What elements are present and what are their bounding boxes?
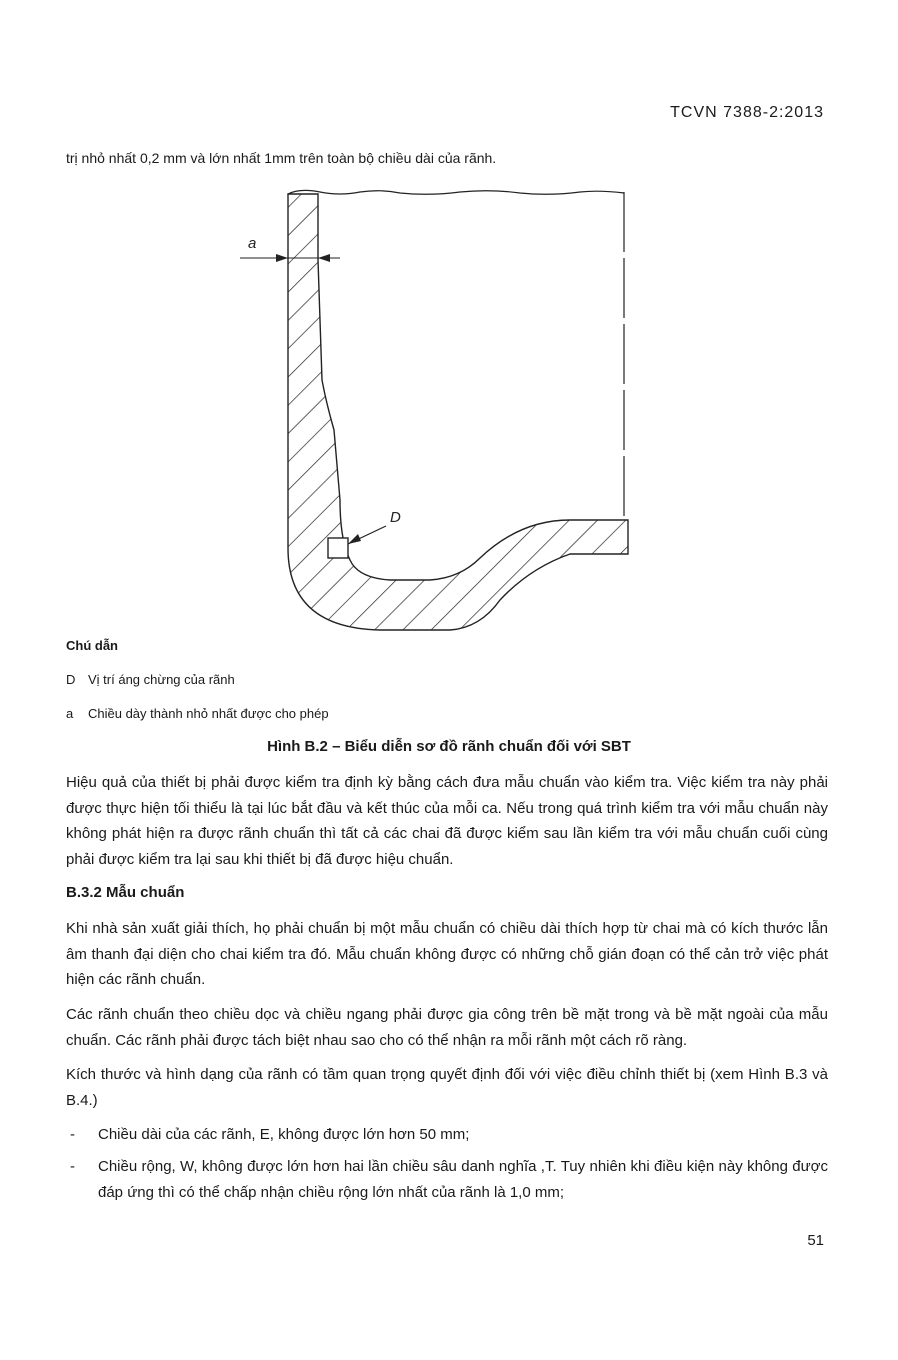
- paragraph-groove-dimensions: Kích thước và hình dạng của rãnh có tầm quan trọng quyết định đối với việc điều chỉnh thiết bị (xem Hình B.3 và B.4.): [66, 1066, 828, 1109]
- legend-text: Chiều dày thành nhỏ nhất được cho phép: [88, 706, 329, 721]
- intro-line: trị nhỏ nhất 0,2 mm và lớn nhất 1mm trên toàn bộ chiều dài của rãnh.: [66, 150, 497, 166]
- legend-item-d: [66, 672, 235, 687]
- legend-key: D: [66, 672, 76, 687]
- figure-caption: Hình B.2 – Biểu diễn sơ đồ rãnh chuẩn đối với SBT: [267, 738, 631, 755]
- section-heading: B.3.2 Mẫu chuẩn: [66, 884, 185, 901]
- paragraph-reference-sample: Khi nhà sản xuất giải thích, họ phải chuẩn bị một mẫu chuẩn có chiều dài thích hợp từ chai mà có kích thước lẫn âm thanh đại diện cho chai kiểm tra đó. Mẫu chuẩn không được có những chỗ gián đoạn có thể cản trở việc phát hiện các rãnh chuẩn.: [66, 920, 828, 988]
- bullet-dash: -: [70, 1158, 75, 1175]
- bullet-text: Chiều rộng, W, không được lớn hơn hai lần chiều sâu danh nghĩa ,T. Tuy nhiên khi điều kiện này không được đáp ứng thì có thể chấp nhận chiều rộng lớn nhất của rãnh là 1,0 mm;: [98, 1158, 828, 1201]
- label-d: D: [390, 509, 401, 526]
- groove-diagram: [230, 180, 650, 640]
- dimension-arrow-left: [276, 254, 288, 262]
- bullet-item-width: [66, 1154, 828, 1206]
- legend-key: a: [66, 706, 74, 721]
- bullet-text: Chiều dài của các rãnh, E, không được lớn hơn 50 mm;: [98, 1126, 470, 1143]
- paragraph-reference-grooves: Các rãnh chuẩn theo chiều dọc và chiều ngang phải được gia công trên bề mặt trong và bề mặt ngoài của mẫu chuẩn. Các rãnh phải được tách biệt nhau sao cho có thể nhận ra mỗi rãnh một cách rõ ràng.: [66, 1006, 828, 1049]
- legend-text: Vị trí áng chừng của rãnh: [88, 672, 235, 687]
- label-a: a: [248, 235, 257, 252]
- legend-title: Chú dẫn: [66, 638, 118, 653]
- hatched-wall-section: [288, 194, 628, 630]
- dimension-arrow-right: [318, 254, 330, 262]
- paragraph-verification: Hiệu quả của thiết bị phải được kiểm tra định kỳ bằng cách đưa mẫu chuẩn vào kiểm tra. Việc kiểm tra này phải được thực hiện tối thiểu là tại lúc bắt đầu và kết thúc của mỗi ca. Nếu trong quá trình kiểm tra với mẫu chuẩn này không phát hiện ra được rãnh chuẩn thì tất cả các chai đã được kiểm sau lần kiểm tra với mẫu chuẩn cuối cùng phải được kiểm tra lại sau khi thiết bị đã được hiệu chuẩn.: [66, 774, 828, 868]
- page-number: 51: [807, 1232, 824, 1249]
- bullet-item-length: [66, 1122, 828, 1148]
- groove-marker-box: [328, 538, 348, 558]
- frame-top-edge: [288, 190, 624, 194]
- bullet-dash: -: [70, 1126, 75, 1143]
- legend-item-a: [66, 706, 329, 721]
- leader-arrow-d: [348, 534, 361, 544]
- standard-code-header: TCVN 7388-2:2013: [670, 104, 824, 121]
